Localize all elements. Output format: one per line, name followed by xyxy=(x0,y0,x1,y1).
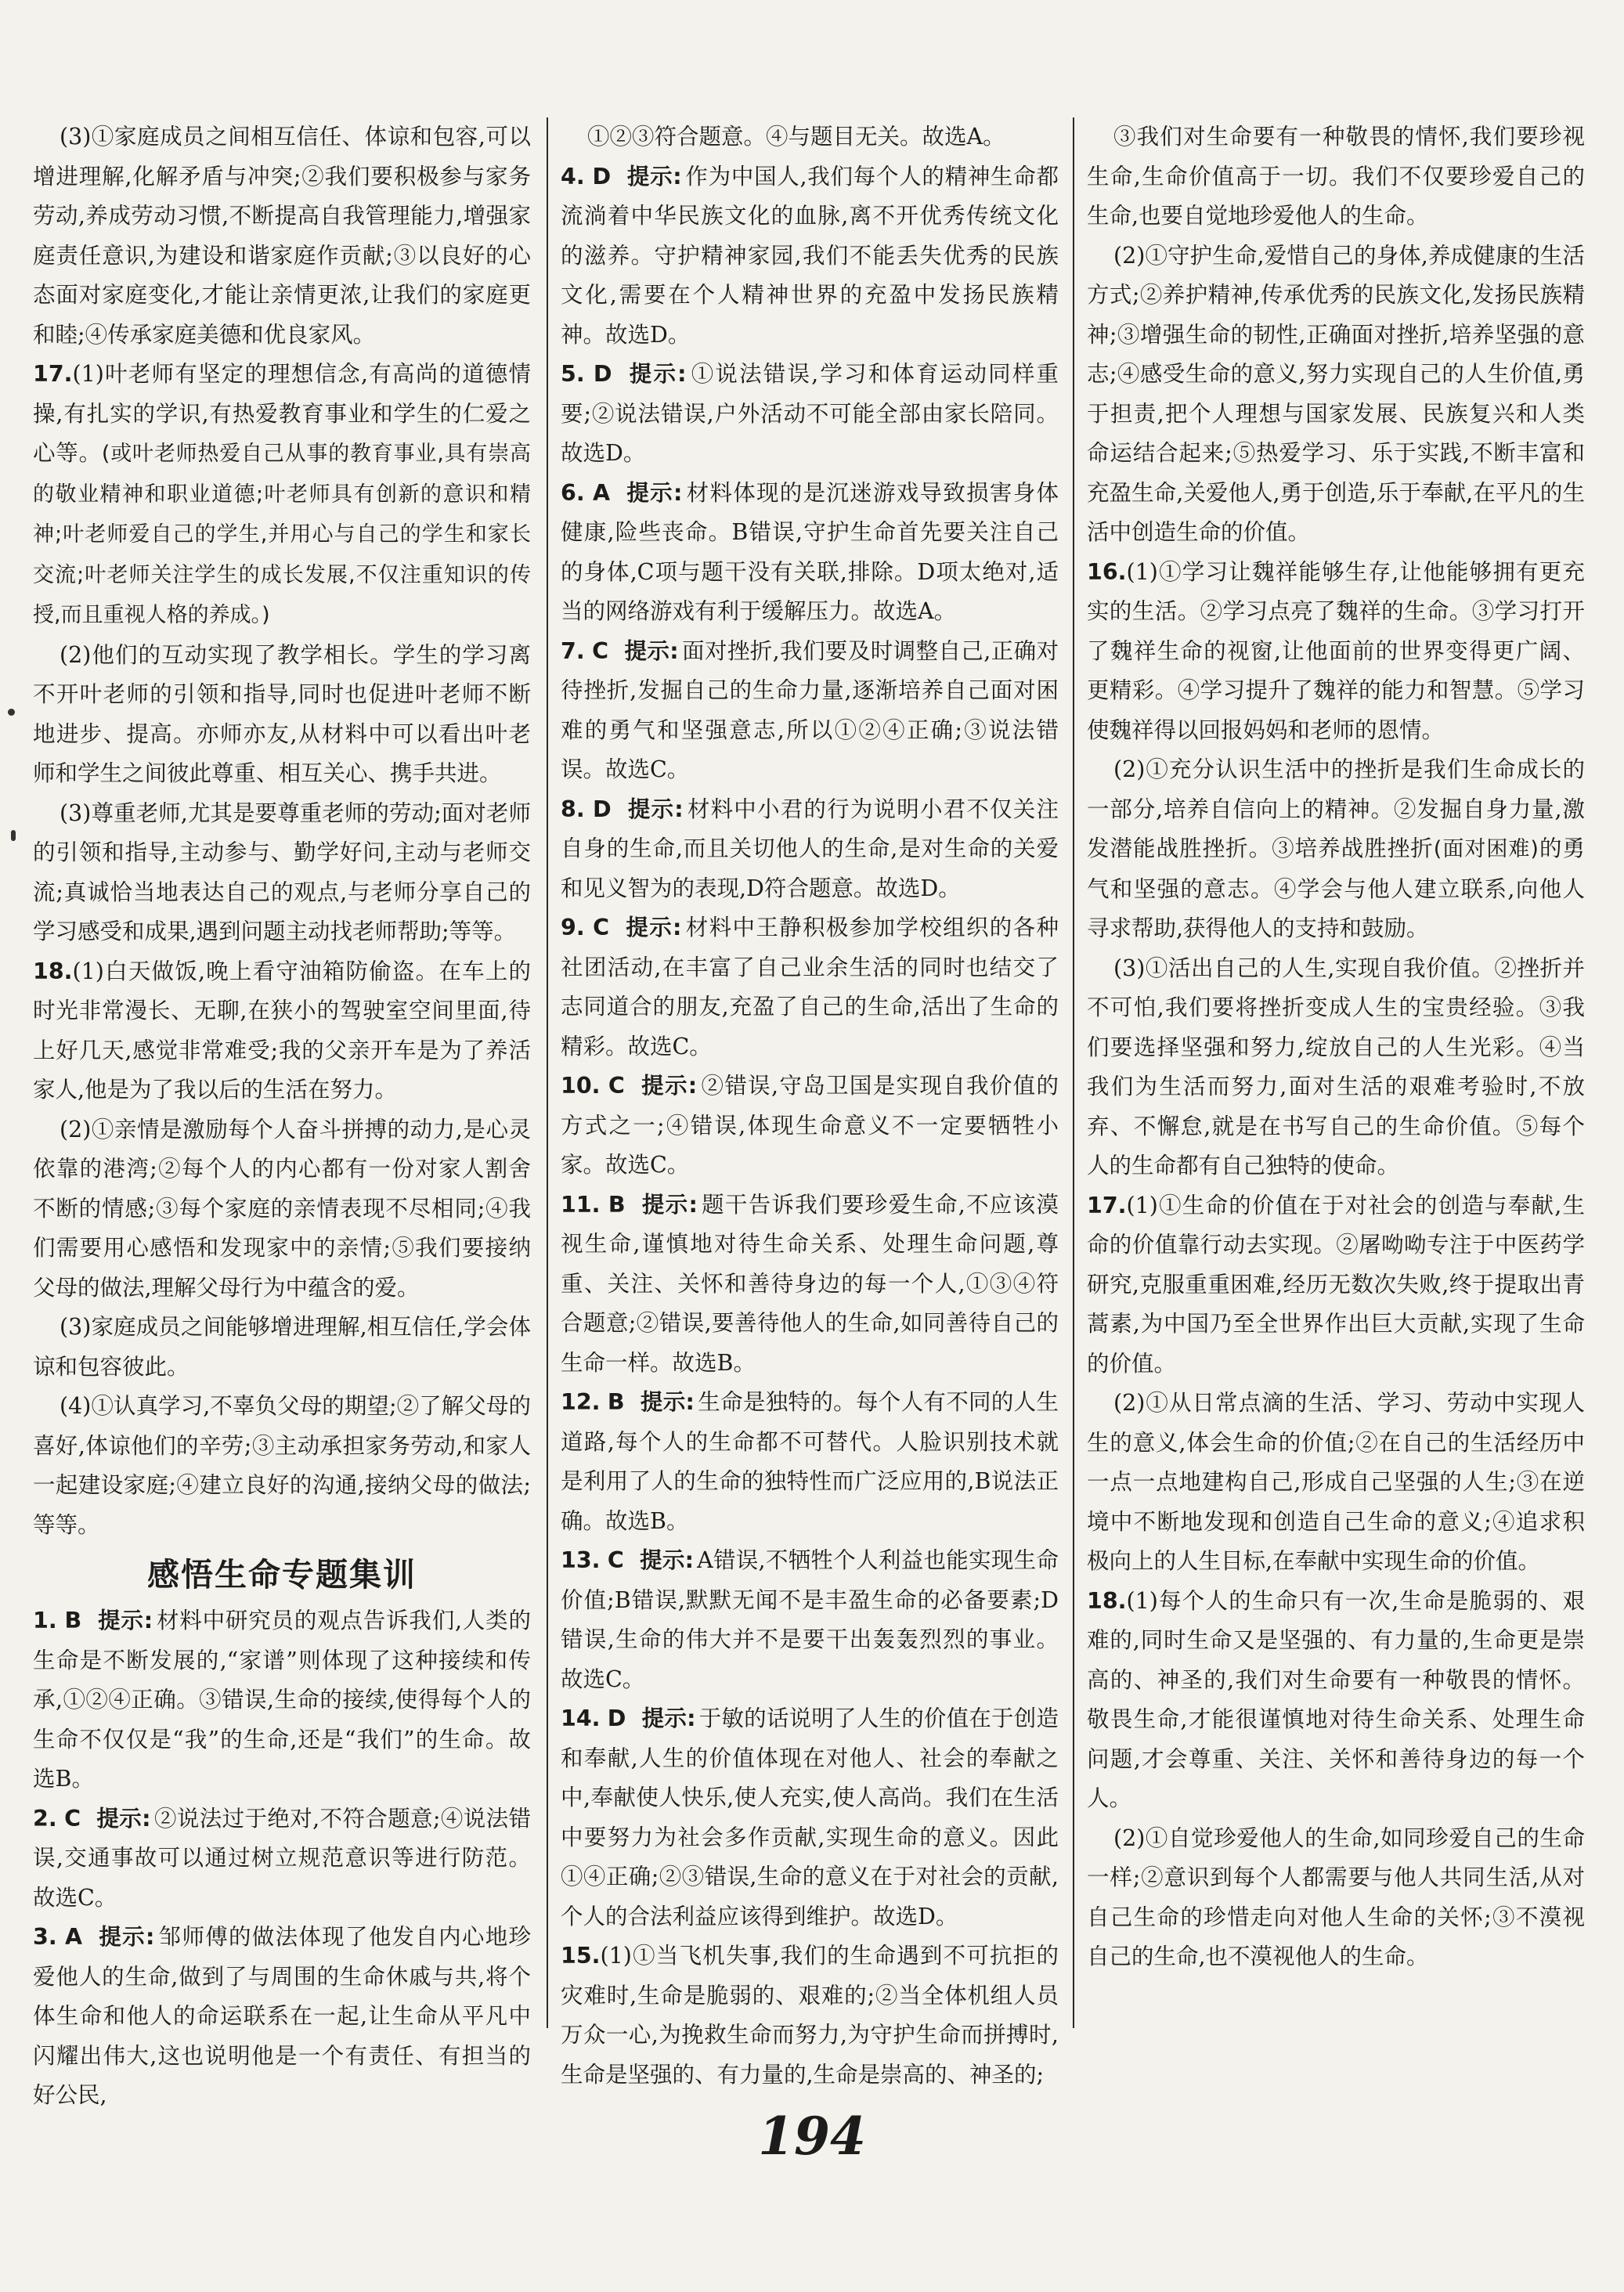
hint-label: 提示: xyxy=(624,637,679,664)
choice-answer: C xyxy=(64,1805,81,1832)
column-right xyxy=(1087,117,1585,2044)
choice-answer: D xyxy=(592,163,612,189)
scan-mark-bottom xyxy=(11,830,16,841)
special-answer-9: 9. C 提示: 材料中王静积极参加学校组织的各种社团活动,在丰富了自己业余生活的同时也结交了志同道合的朋友,充盈了自己的生命,活出了生命的精彩。故选C。 xyxy=(561,915,1059,1059)
special-answer-3-continued: ①②③符合题意。④与题目无关。故选A。 xyxy=(587,124,1005,150)
special-answer-17-part-1: 17.(1)①生命的价值在于对社会的创造与奉献,生命的价值靠行动去实现。②屠呦呦专注于中医药学研究,克服重重困难,经历无数次失败,终于提取出青蒿素,为中国乃至全世界作出巨大贡献,实现了生命的价值。 xyxy=(1087,1192,1585,1377)
special-answer-4: 4. D 提示: 作为中国人,我们每个人的精神生命都流淌着中华民族文化的血脉,离不开优秀传统文化的滋养。守护精神家园,我们不能丢失优秀的民族文化,需要在个人精神世界的充盈中发扬民族精神。故选D。 xyxy=(561,163,1059,348)
answer-18-part-2: (2)①亲情是激励每个人奋斗拼搏的动力,是心灵依靠的港湾;②每个人的内心都有一份对家人割舍不断的情感;③每个家庭的亲情表现不尽相同;④我们需要用心感悟和发现家中的亲情;⑤我们要接纳父母的做法,理解父母行为中蕴含的爱。 xyxy=(33,1116,531,1301)
special-answer-16-part-1: 16.(1)①学习让魏祥能够生存,让他能够拥有更充实的生活。②学习点亮了魏祥的生命。③学习打开了魏祥生命的视窗,让他面前的世界变得更广阔、更精彩。④学习提升了魏祥的能力和智慧。⑤学习使魏祥得以回报妈妈和老师的恩情。 xyxy=(1087,558,1585,743)
column-middle xyxy=(561,117,1059,2088)
hint-label: 提示: xyxy=(639,1547,695,1573)
choice-answer: C xyxy=(593,915,609,940)
choice-answer: D xyxy=(593,361,612,387)
special-answer-3: 3. A 提示: 邹师傅的做法体现了他发自内心地珍爱他人的生命,做到了与周围的生命休戚与共,将个体生命和他人的命运联系在一起,让生命从平凡中闪耀出伟大,这也说明他是一个有责任、有担当的好公民, xyxy=(33,1924,531,2108)
special-answer-15-part-1: 15.(1)①当飞机失事,我们的生命遇到不可抗拒的灾难时,生命是脆弱的、艰难的;②当全体机组人员万众一心,为挽救生命而努力,为守护生命而拼搏时,生命是坚强的、有力量的,生命是崇高的、神圣的; xyxy=(561,1943,1059,2088)
question-number: 18. xyxy=(33,958,73,984)
question-number: 17. xyxy=(33,361,73,387)
special-answer-15-continued: ③我们对生命要有一种敬畏的情怀,我们要珍视生命,生命价值高于一切。我们不仅要珍爱自己的生命,也要自觉地珍爱他人的生命。 xyxy=(1087,124,1585,229)
special-answer-18-part-2: (2)①自觉珍爱他人的生命,如同珍爱自己的生命一样;②意识到每个人都需要与他人共同生活,从对自己生命的珍惜走向对他人生命的关怀;③不漠视自己的生命,也不漠视他人的生命。 xyxy=(1087,1825,1585,1969)
choice-answer: B xyxy=(607,1389,625,1415)
choice-answer: D xyxy=(592,796,612,822)
choice-answer: C xyxy=(607,1547,624,1573)
inline-note: (面对困难) xyxy=(1433,837,1539,861)
choice-answer: A xyxy=(593,479,611,506)
hint-label: 提示: xyxy=(627,361,687,387)
section-title: 感悟生命专题集训 xyxy=(147,1556,417,1594)
special-answer-2: 2. C 提示: ②说法过于绝对,不符合题意;④说法错误,交通事故可以通过树立规范意识等进行防范。故选C。 xyxy=(33,1805,531,1911)
hint-label: 提示: xyxy=(97,1608,153,1633)
answer-17-part-1: 17.(1)叶老师有坚定的理想信念,有高尚的道德情操,有扎实的学识,有热爱教育事业和学生的仁爱之心等。(或叶老师热爱自己从事的教育事业,具有崇高的敬业精神和职业道德;叶老师具有创新的意识和精神;叶老师爱自己的学生,并用心与自己的学生和家长交流;叶老师关注学生的成长发展,不仅注重知识的传授,而且重视人格的养成。) xyxy=(33,361,531,627)
special-answer-6: 6. A 提示: 材料体现的是沉迷游戏导致损害身体健康,险些丧命。B错误,守护生命首先要关注自己的身体,C项与题干没有关联,排除。D项太绝对,适当的网络游戏有利于缓解压力。故选A。 xyxy=(561,479,1059,624)
choice-answer: C xyxy=(592,637,609,664)
special-answer-7: 7. C 提示: 面对挫折,我们要及时调整自己,正确对待挫折,发掘自己的生命力量,逐渐培养自己面对困难的勇气和坚强意志,所以①②④正确;③说法错误。故选C。 xyxy=(561,637,1059,782)
special-answer-16-part-2: (2)①充分认识生活中的挫折是我们生命成长的一部分,培养自信向上的精神。②发掘自身力量,激发潜能战胜挫折。③培养战胜挫折(面对困难)的勇气和坚强的意志。④学会与他人建立联系,向他人寻求帮助,获得他人的支持和鼓励。 xyxy=(1087,756,1585,941)
hint-label: 提示: xyxy=(625,915,682,940)
special-answer-15-part-2: (2)①守护生命,爱惜自己的身体,养成健康的生活方式;②养护精神,传承优秀的民族文化,发扬民族精神;③增强生命的韧性,正确面对挫折,培养坚强的意志;④感受生命的意义,努力实现自己的人生价值,勇于担责,把个人理想与国家发展、民族复兴和人类命运结合起来;⑤热爱学习、乐于实践,不断丰富和充盈生命,关爱他人,勇于创造,乐于奉献,在平凡的生活中创造生命的价值。 xyxy=(1087,242,1585,545)
hint-label: 提示: xyxy=(626,796,684,822)
page-number: 194 xyxy=(758,2106,866,2167)
special-answer-13: 13. C 提示: A错误,不牺牲个人利益也能实现生命价值;B错误,默默无闻不是丰盈生命的必备要素;D错误,生命的伟大并不是要干出轰轰烈烈的事业。故选C。 xyxy=(561,1547,1059,1692)
answer-17-part-2: (2)他们的互动实现了教学相长。学生的学习离不开叶老师的引领和指导,同时也促进叶老师不断地进步、提高。亦师亦友,从材料中可以看出叶老师和学生之间彼此尊重、相互关心、携手共进。 xyxy=(33,641,531,786)
choice-answer: C xyxy=(608,1073,625,1099)
special-answer-17-part-2: (2)①从日常点滴的生活、学习、劳动中实现人生的意义,体会生命的价值;②在自己的生活经历中一点一点地建构自己,形成自己坚强的人生;③在逆境中不断地发现和创造自己生命的意义;④追求积极向上的人生目标,在奉献中实现生命的价值。 xyxy=(1087,1390,1585,1574)
special-answer-18-part-1: 18.(1)每个人的生命只有一次,生命是脆弱的、艰难的,同时生命又是坚强的、有力量的,生命更是崇高的、神圣的,我们对生命要有一种敬畏的情怀。敬畏生命,才能很谨慎地对待生命关系、处理生命问题,才会尊重、关注、关怀和善待身边的每一个人。 xyxy=(1087,1587,1585,1811)
hint-label: 提示: xyxy=(640,1389,695,1415)
hint-label: 提示: xyxy=(96,1805,151,1832)
answer-18-part-4: (4)①认真学习,不辜负父母的期望;②了解父母的喜好,体谅他们的辛劳;③主动承担家务劳动,和家人一起建设家庭;④建立良好的沟通,接纳父母的做法;等等。 xyxy=(33,1393,531,1538)
answer-16-part-3: (3)①家庭成员之间相互信任、体谅和包容,可以增进理解,化解矛盾与冲突;②我们要积极参与家务劳动,养成劳动习惯,不断提高自我管理能力,增强家庭责任意识,为建设和谐家庭作贡献;③以良好的心态面对家庭变化,才能让亲情更浓,让我们的家庭更和睦;④传承家庭美德和优良家风。 xyxy=(33,124,531,348)
answer-18-part-1: 18.(1)白天做饭,晚上看守油箱防偷盗。在车上的时光非常漫长、无聊,在狭小的驾驶室空间里面,待上好几天,感觉非常难受;我的父亲开车是为了养活家人,他是为了我以后的生活在努力。 xyxy=(33,958,531,1103)
hint-label: 提示: xyxy=(626,163,682,189)
special-answer-10: 10. C 提示: ②错误,守岛卫国是实现自我价值的方式之一;④错误,体现生命意义不一定要牺牲小家。故选C。 xyxy=(561,1073,1059,1178)
hint-label: 提示: xyxy=(641,1191,698,1218)
choice-answer: D xyxy=(607,1705,626,1731)
column-divider-left xyxy=(547,117,548,2028)
special-answer-11: 11. B 提示: 题干告诉我们要珍爱生命,不应该漠视生命,谨慎地对待生命关系、处理生命问题,尊重、关注、关怀和善待身边的每一个人,①③④符合题意;②错误,要善待他人的生命,如同善待自己的生命一样。故选B。 xyxy=(561,1191,1059,1376)
special-answer-14: 14. D 提示: 于敏的话说明了人生的价值在于创造和奉献,人生的价值体现在对他人、社会的奉献之中,奉献使人快乐,使人充实,使人高尚。我们在生活中要努力为社会多作贡献,实现生命的意义。因此①④正确;②③错误,生命的意义在于对社会的贡献,个人的合法利益应该得到维护。故选D。 xyxy=(561,1705,1059,1929)
hint-label: 提示: xyxy=(98,1924,155,1950)
choice-answer: A xyxy=(65,1924,83,1950)
alternative-answer-note: (或叶老师热爱自己从事的教育事业,具有崇高的敬业精神和职业道德;叶老师具有创新的意识和精神;叶老师爱自己的学生,并用心与自己的学生和家长交流;叶老师关注学生的成长发展,不仅注重知识的传授,而且重视人格的养成。) xyxy=(33,442,531,627)
special-answer-12: 12. B 提示: 生命是独特的。每个人有不同的人生道路,每个人的生命都不可替代。人脸识别技术就是利用了人的生命的独特性而广泛应用的,B说法正确。故选B。 xyxy=(561,1389,1059,1534)
special-answer-5: 5. D 提示: ①说法错误,学习和体育运动同样重要;②说法错误,户外活动不可能全部由家长陪同。故选D。 xyxy=(561,361,1059,466)
hint-label: 提示: xyxy=(626,479,683,506)
hint-label: 提示: xyxy=(640,1073,698,1099)
special-answer-8: 8. D 提示: 材料中小君的行为说明小君不仅关注自身的生命,而且关切他人的生命,是对生命的关爱和见义智为的表现,D符合题意。故选D。 xyxy=(561,796,1059,901)
special-answer-1: 1. B 提示: 材料中研究员的观点告诉我们,人类的生命是不断发展的,“家谱”则体现了这种接续和传承,①②④正确。③错误,生命的接续,使得每个人的生命不仅仅是“我”的生命,还是“我们”的生命。故选B。 xyxy=(33,1608,531,1792)
answer-18-part-3: (3)家庭成员之间能够增进理解,相互信任,学会体谅和包容彼此。 xyxy=(33,1314,531,1380)
answer-17-part-3: (3)尊重老师,尤其是要尊重老师的劳动;面对老师的引领和指导,主动参与、勤学好问,主动与老师交流;真诚恰当地表达自己的观点,与老师分享自己的学习感受和成果,遇到问题主动找老师帮助;等等。 xyxy=(33,799,531,944)
hint-label: 提示: xyxy=(641,1705,696,1731)
column-left xyxy=(33,117,531,2108)
scan-mark-top xyxy=(8,709,15,716)
choice-answer: B xyxy=(608,1191,626,1218)
column-divider-right xyxy=(1073,117,1074,2028)
choice-answer: B xyxy=(64,1608,82,1633)
special-answer-16-part-3: (3)①活出自己的人生,实现自我价值。②挫折并不可怕,我们要将挫折变成人生的宝贵经验。③我们要选择坚强和努力,绽放自己的人生光彩。④当我们为生活而努力,面对生活的艰难考验时,不放弃、不懈怠,就是在书写自己的生命价值。⑤每个人的生命都有自己独特的使命。 xyxy=(1087,955,1585,1178)
